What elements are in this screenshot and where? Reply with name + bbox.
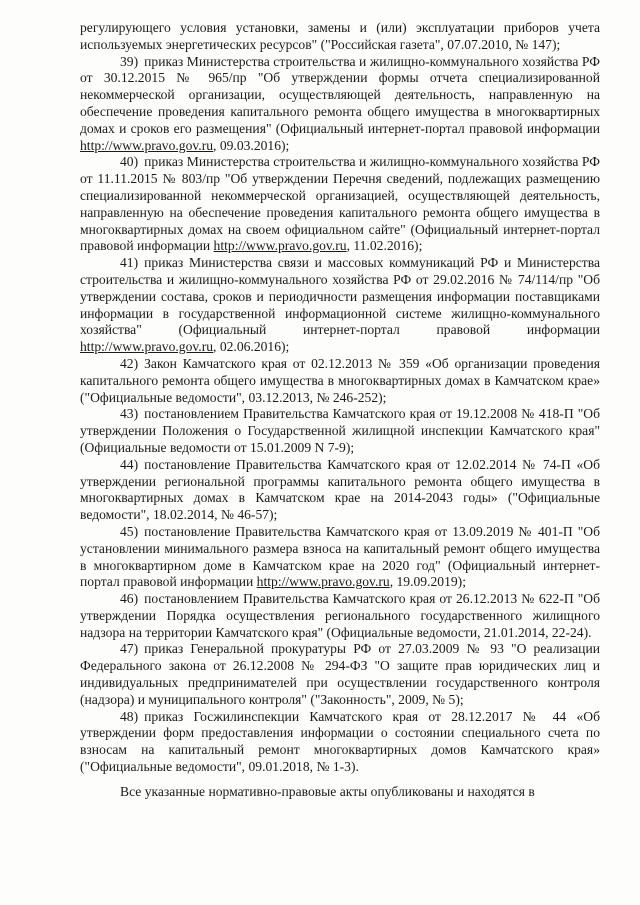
item-text: постановлением Правительства Камчатского края от 19.12.2008 № 418-П "Об утверждении Положения о Государственной жилищной инспекции Камчатского края" (Официальные ведомости от 15.01.2009 N 7-9);: [80, 406, 600, 455]
item-number: 45): [120, 523, 139, 539]
item-text: приказ Генеральной прокуратуры РФ от 27.03.2009 № 93 "О реализации Федерального закона от 26.12.2008 № 294-ФЗ "О защите прав юридических лиц и индивидуальных предпринимателей при осуществлении государственного контроля (надзора) и муниципального контроля" ("Законность", 2009, № 5);: [80, 641, 600, 707]
list-item: [80, 356, 600, 406]
item-number: 41): [120, 255, 139, 271]
list-item: [80, 457, 600, 524]
item-text-tail: , 02.06.2016);: [213, 339, 290, 355]
item-number: 42): [120, 355, 139, 371]
list-item: [80, 524, 600, 591]
item-text: приказ Министерства связи и массовых коммуникаций РФ и Министерства строительства и жилищно-коммунального хозяйства РФ от 29.02.2016 № 74/114/пр "Об утверждении состава, сроков и периодичности размещения информации поставщиками информации в государственной информационной системе жилищно-коммунального хозяйства" (Официальный интернет-портал правовой информации: [80, 255, 600, 338]
item-text: приказ Министерства строительства и жилищно-коммунального хозяйства РФ от 11.11.2015 № 803/пр "Об утверждении Перечня сведений, подлежащих размещению специализированной некоммерческой организацией, осуществляющей деятельность, направленную на обеспечение проведения капитального ремонта общего имущества в многоквартирных домах на своем официальном сайте" (Официальный интернет-портал правовой информации: [80, 154, 600, 254]
pravo-link[interactable]: http://www.pravo.gov.ru: [80, 137, 214, 153]
item-number: 44): [120, 456, 139, 472]
final-paragraph: Все указанные нормативно-правовые акты опубликованы и находятся в: [120, 783, 535, 799]
item-text: приказ Министерства строительства и жилищно-коммунального хозяйства РФ от 30.12.2015 № 965/пр "Об утверждении формы отчета специализированной некоммерческой организации, осуществляющей деятельность, направленную на обеспечение проведения капитального ремонта общего имущества в многоквартирных домах и сроков его размещения" (Официальный интернет-портал правовой информации: [80, 53, 600, 136]
list-item: [80, 255, 600, 356]
item-number: 47): [120, 641, 139, 657]
item-text: постановлением Правительства Камчатского края от 26.12.2013 № 622-П "Об утверждении Порядка осуществления регионального государственного жилищного надзора на территории Камчатского края" (Официальные ведомости, 21.01.2014, 22-24).: [80, 591, 600, 640]
item-text: приказ Госжилинспекции Камчатского края от 28.12.2017 № 44 «Об утверждении форм предоставления информации о состоянии специального счета по взносам на капитальный ремонт многоквартирных домов Камчатского края» ("Официальные ведомости", 09.01.2018, № 1-3).: [80, 708, 600, 775]
item-number: 40): [120, 154, 139, 170]
pravo-link[interactable]: http://www.pravo.gov.ru: [80, 339, 214, 355]
item-number: 39): [120, 53, 139, 69]
list-item: [80, 641, 600, 708]
item-number: 46): [120, 591, 139, 607]
item-text: Закон Камчатского края от 02.12.2013 № 359 «Об организации проведения капитального ремонта общего имущества в многоквартирных домах в Камчатском крае» ("Официальные ведомости", 03.12.2013, № 246-252);: [80, 355, 600, 405]
list-item: [80, 709, 600, 776]
list-item: [80, 406, 600, 456]
item-text-tail: , 09.03.2016);: [213, 137, 290, 153]
pravo-link[interactable]: http://www.pravo.gov.ru: [256, 574, 390, 590]
legal-acts-list: [80, 54, 600, 776]
item-text: постановление Правительства Камчатского края от 13.09.2019 № 401-П "Об установлении минимального размера взноса на капитальный ремонт общего имущества в многоквартирном доме в Камчатском крае на 2020 год" (Официальный интернет-портал правовой информации: [80, 523, 600, 590]
list-item: [80, 591, 600, 641]
intro-continuation: регулирующего условия установки, замены и (или) эксплуатации приборов учета используемых энергетических ресурсов" ("Российская газета", 07.07.2010, № 147);: [80, 20, 600, 52]
item-text: постановление Правительства Камчатского края от 12.02.2014 № 74-П «Об утверждении региональной программы капитального ремонта общего имущества в многоквартирных домах в Камчатском крае на 2014-2043 годы» ("Официальные ведомости", 18.02.2014, № 46-57);: [80, 456, 600, 523]
item-text-tail: , 11.02.2016);: [346, 238, 423, 254]
document-body: [80, 20, 600, 801]
item-number: 48): [120, 708, 139, 724]
item-text-tail: , 19.09.2019);: [389, 574, 466, 590]
pravo-link[interactable]: http://www.pravo.gov.ru: [213, 238, 347, 254]
list-item: [80, 154, 600, 255]
list-item: [80, 54, 600, 155]
item-number: 43): [120, 406, 139, 422]
